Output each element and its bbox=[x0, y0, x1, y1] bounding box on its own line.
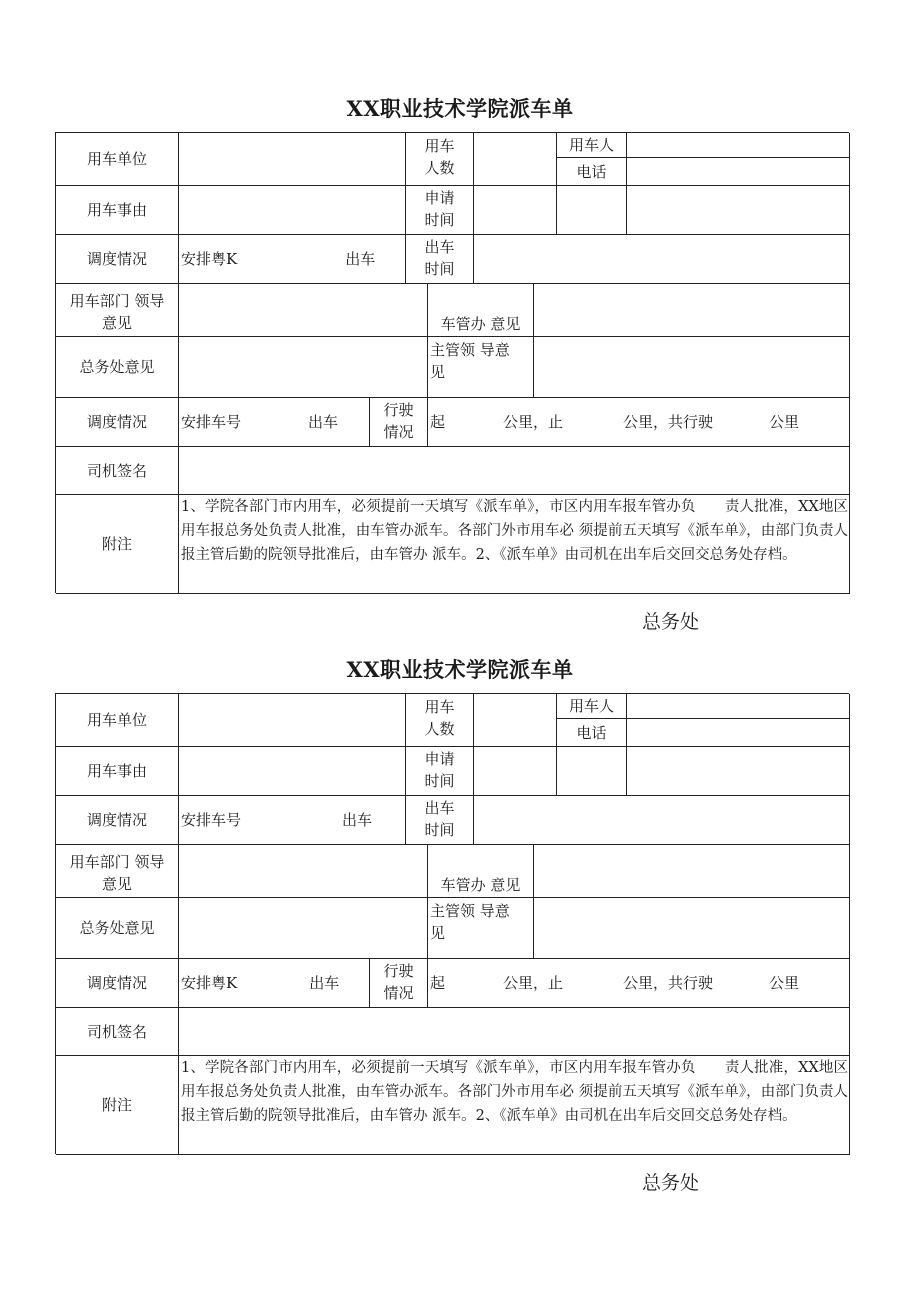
leader-opinion-label bbox=[428, 898, 534, 959]
phone-label-2: 电话 bbox=[557, 719, 627, 747]
note-label: 附注 bbox=[56, 1056, 179, 1155]
driver-field[interactable] bbox=[179, 1008, 850, 1056]
dispatch2-label: 调度情况 bbox=[56, 959, 179, 1008]
travel-km2: 公里，共行驶 bbox=[623, 974, 714, 992]
travel-start: 起 bbox=[430, 413, 446, 431]
reason-field[interactable] bbox=[179, 747, 406, 796]
phone-label-1: 用车人 bbox=[557, 694, 627, 719]
general-opinion-label: 总务处意见 bbox=[56, 898, 179, 959]
reason-label: 用车事由 bbox=[56, 747, 179, 796]
dispatch-out-text: 出车 bbox=[342, 811, 373, 829]
out-time-line2: 时间 bbox=[424, 821, 455, 839]
blank-cell[interactable] bbox=[627, 186, 850, 235]
driver-label: 司机签名 bbox=[56, 1008, 179, 1056]
user-field[interactable] bbox=[627, 694, 850, 719]
phone-field[interactable] bbox=[627, 719, 850, 747]
dispatch2-out-text: 出车 bbox=[309, 974, 340, 992]
general-opinion-label: 总务处意见 bbox=[56, 337, 179, 398]
apply-time-label bbox=[406, 747, 474, 796]
fleet-opinion-field[interactable] bbox=[534, 845, 850, 898]
unit-field[interactable] bbox=[179, 133, 406, 186]
out-time-label bbox=[406, 235, 474, 284]
out-time-field[interactable] bbox=[474, 235, 850, 284]
dispatch2-field[interactable] bbox=[179, 398, 370, 447]
unit-label: 用车单位 bbox=[56, 694, 179, 747]
count-label-line1: 用车 bbox=[424, 137, 455, 155]
travel-field[interactable] bbox=[428, 398, 850, 447]
leader-opinion-line2: 见 bbox=[430, 924, 446, 942]
dispatch-arrange-text: 安排粤K bbox=[181, 250, 238, 268]
blank-cell[interactable] bbox=[557, 747, 627, 796]
dept-opinion-line1: 用车部门 领导 bbox=[69, 853, 165, 871]
count-label-line2: 人数 bbox=[424, 720, 455, 738]
out-time-label bbox=[406, 796, 474, 845]
note-text: 1、学院各部门市内用车，必须提前一天填写《派车单》，市区内用车报车管办负 责人批准，XX地区用车报总务处负责人批准，由车管办派车。各部门外市用车必 须提前五天填写《派车单》，由部门负责人报主管后勤的院领导批准后，由车管办 派车。2、《派车单》由司机在出车后交回交总务处存档。 bbox=[179, 495, 850, 594]
user-field[interactable] bbox=[627, 133, 850, 158]
apply-time-line1: 申请 bbox=[424, 750, 455, 768]
travel-field[interactable] bbox=[428, 959, 850, 1008]
count-label-line2: 人数 bbox=[424, 159, 455, 177]
dispatch2-out-text: 出车 bbox=[308, 413, 339, 431]
count-label bbox=[406, 133, 474, 186]
apply-time-field[interactable] bbox=[474, 186, 557, 235]
fleet-opinion-field[interactable] bbox=[534, 284, 850, 337]
travel-km2: 公里，共行驶 bbox=[623, 413, 714, 431]
phone-label-2: 电话 bbox=[557, 158, 627, 186]
travel-km3: 公里 bbox=[769, 974, 800, 992]
travel-km1: 公里，止 bbox=[503, 413, 564, 431]
dispatch-out-text: 出车 bbox=[345, 250, 376, 268]
dispatch2-field[interactable] bbox=[179, 959, 370, 1008]
apply-time-line2: 时间 bbox=[424, 772, 455, 790]
apply-time-field[interactable] bbox=[474, 747, 557, 796]
count-field[interactable] bbox=[474, 133, 557, 186]
apply-time-line2: 时间 bbox=[424, 211, 455, 229]
leader-opinion-line1: 主管领 导意 bbox=[430, 341, 510, 359]
travel-line1: 行驶 bbox=[383, 962, 414, 980]
note-label: 附注 bbox=[56, 495, 179, 594]
out-time-field[interactable] bbox=[474, 796, 850, 845]
leader-opinion-field[interactable] bbox=[534, 337, 850, 398]
form-table bbox=[55, 693, 849, 1154]
blank-cell[interactable] bbox=[627, 747, 850, 796]
dept-opinion-line1: 用车部门 领导 bbox=[69, 292, 165, 310]
fleet-opinion-label: 车管办 意见 bbox=[428, 845, 534, 898]
dept-opinion-line2: 意见 bbox=[101, 314, 132, 332]
travel-km1: 公里，止 bbox=[503, 974, 564, 992]
out-time-line1: 出车 bbox=[424, 799, 455, 817]
count-label-line1: 用车 bbox=[424, 698, 455, 716]
apply-time-line1: 申请 bbox=[424, 189, 455, 207]
dispatch-field[interactable] bbox=[179, 796, 406, 845]
unit-field[interactable] bbox=[179, 694, 406, 747]
travel-label bbox=[370, 398, 428, 447]
footer-signature: 总务处 bbox=[642, 1172, 700, 1194]
count-label bbox=[406, 694, 474, 747]
unit-label: 用车单位 bbox=[56, 133, 179, 186]
footer-signature: 总务处 bbox=[642, 611, 700, 633]
dispatch-label: 调度情况 bbox=[56, 235, 179, 284]
form-table bbox=[55, 132, 849, 593]
leader-opinion-line2: 见 bbox=[430, 363, 446, 381]
dept-opinion-line2: 意见 bbox=[101, 875, 132, 893]
dispatch-field[interactable] bbox=[179, 235, 406, 284]
travel-line2: 情况 bbox=[383, 423, 414, 441]
general-opinion-field[interactable] bbox=[179, 337, 428, 398]
dispatch2-arrange-text: 安排车号 bbox=[181, 413, 242, 431]
dept-opinion-field[interactable] bbox=[179, 845, 428, 898]
form-title: XX职业技术学院派车单 bbox=[346, 96, 574, 121]
out-time-line2: 时间 bbox=[424, 260, 455, 278]
driver-label: 司机签名 bbox=[56, 447, 179, 495]
travel-start: 起 bbox=[430, 974, 446, 992]
apply-time-label bbox=[406, 186, 474, 235]
general-opinion-field[interactable] bbox=[179, 898, 428, 959]
note-text: 1、学院各部门市内用车，必须提前一天填写《派车单》，市区内用车报车管办负 责人批准，XX地区用车报总务处负责人批准，由车管办派车。各部门外市用车必 须提前五天填写《派车单》，由部门负责人报主管后勤的院领导批准后，由车管办 派车。2、《派车单》由司机在出车后交回交总务处存档。 bbox=[179, 1056, 850, 1155]
count-field[interactable] bbox=[474, 694, 557, 747]
dispatch-arrange-text: 安排车号 bbox=[181, 811, 242, 829]
leader-opinion-line1: 主管领 导意 bbox=[430, 902, 510, 920]
dept-opinion-field[interactable] bbox=[179, 284, 428, 337]
travel-km3: 公里 bbox=[769, 413, 800, 431]
phone-field[interactable] bbox=[627, 158, 850, 186]
travel-line2: 情况 bbox=[383, 984, 414, 1002]
blank-cell[interactable] bbox=[557, 186, 627, 235]
form-title: XX职业技术学院派车单 bbox=[346, 657, 574, 682]
dept-opinion-label bbox=[56, 284, 179, 337]
reason-label: 用车事由 bbox=[56, 186, 179, 235]
dispatch-label: 调度情况 bbox=[56, 796, 179, 845]
driver-field[interactable] bbox=[179, 447, 850, 495]
leader-opinion-field[interactable] bbox=[534, 898, 850, 959]
out-time-line1: 出车 bbox=[424, 238, 455, 256]
fleet-opinion-label: 车管办 意见 bbox=[428, 284, 534, 337]
travel-line1: 行驶 bbox=[383, 401, 414, 419]
leader-opinion-label bbox=[428, 337, 534, 398]
reason-field[interactable] bbox=[179, 186, 406, 235]
dispatch2-label: 调度情况 bbox=[56, 398, 179, 447]
phone-label-1: 用车人 bbox=[557, 133, 627, 158]
travel-label bbox=[370, 959, 428, 1008]
dept-opinion-label bbox=[56, 845, 179, 898]
dispatch2-arrange-text: 安排粤K bbox=[181, 974, 238, 992]
